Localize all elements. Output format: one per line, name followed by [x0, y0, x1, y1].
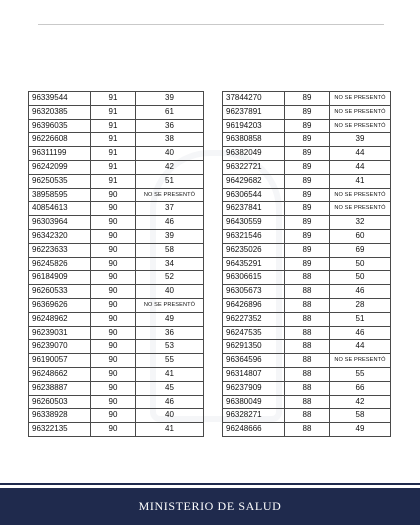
table-row — [29, 312, 204, 326]
dni-cell: 96306615 — [223, 271, 285, 285]
dni-cell: 96328271 — [223, 409, 285, 423]
score-cell: 89 — [285, 257, 330, 271]
score-cell: 88 — [285, 395, 330, 409]
result-cell: 69 — [330, 243, 391, 257]
score-cell: 89 — [285, 202, 330, 216]
score-cell: 88 — [285, 298, 330, 312]
table-row — [29, 354, 204, 368]
result-cell: NO SE PRESENTÓ — [136, 188, 204, 202]
score-cell: 88 — [285, 367, 330, 381]
table-row — [29, 271, 204, 285]
table-row — [29, 423, 204, 437]
score-cell: 90 — [91, 423, 136, 437]
table-row — [29, 340, 204, 354]
table-row — [223, 202, 391, 216]
dni-cell: 96303964 — [29, 216, 91, 230]
table-row — [223, 174, 391, 188]
result-cell: 28 — [330, 298, 391, 312]
table-row — [29, 298, 204, 312]
score-cell: 88 — [285, 354, 330, 368]
footer-banner — [0, 488, 420, 525]
score-cell: 90 — [91, 216, 136, 230]
table-row — [223, 271, 391, 285]
table-row — [29, 229, 204, 243]
score-cell: 91 — [91, 160, 136, 174]
table-row — [29, 326, 204, 340]
table-row — [223, 133, 391, 147]
result-cell: 50 — [330, 257, 391, 271]
score-cell: 88 — [285, 271, 330, 285]
result-cell: 41 — [136, 423, 204, 437]
dni-cell: 96426896 — [223, 298, 285, 312]
dni-cell: 38958595 — [29, 188, 91, 202]
score-cell: 91 — [91, 133, 136, 147]
result-cell: NO SE PRESENTÓ — [330, 354, 391, 368]
table-row — [29, 409, 204, 423]
dni-cell: 96382049 — [223, 147, 285, 161]
dni-cell: 96184909 — [29, 271, 91, 285]
result-cell: 46 — [330, 285, 391, 299]
dni-cell: 96250535 — [29, 174, 91, 188]
result-cell: 41 — [136, 367, 204, 381]
score-cell: 90 — [91, 188, 136, 202]
result-cell: 42 — [330, 395, 391, 409]
dni-cell: 96227352 — [223, 312, 285, 326]
dni-cell: 96339544 — [29, 92, 91, 106]
result-cell: 40 — [136, 409, 204, 423]
dni-cell: 96435291 — [223, 257, 285, 271]
score-cell: 89 — [285, 229, 330, 243]
dni-cell: 96235026 — [223, 243, 285, 257]
dni-cell: 96223633 — [29, 243, 91, 257]
score-cell: 88 — [285, 326, 330, 340]
table-row — [223, 257, 391, 271]
result-cell: 37 — [136, 202, 204, 216]
dni-cell: 40854613 — [29, 202, 91, 216]
result-cell: 44 — [330, 160, 391, 174]
score-cell: 88 — [285, 423, 330, 437]
table-row — [29, 285, 204, 299]
score-cell: 89 — [285, 147, 330, 161]
table-row — [29, 133, 204, 147]
table-row — [29, 147, 204, 161]
score-cell: 90 — [91, 202, 136, 216]
score-cell: 88 — [285, 409, 330, 423]
dni-cell: 96239031 — [29, 326, 91, 340]
result-cell: 46 — [330, 326, 391, 340]
score-cell: 90 — [91, 298, 136, 312]
dni-cell: 96314807 — [223, 367, 285, 381]
score-cell: 90 — [91, 243, 136, 257]
result-cell: 49 — [136, 312, 204, 326]
top-divider — [38, 24, 384, 25]
result-cell: 41 — [330, 174, 391, 188]
table-row — [29, 92, 204, 106]
result-cell: 45 — [136, 381, 204, 395]
result-cell: 55 — [136, 354, 204, 368]
score-cell: 89 — [285, 174, 330, 188]
table-row — [223, 216, 391, 230]
table-row — [223, 326, 391, 340]
dni-cell: 96311199 — [29, 147, 91, 161]
table-row — [223, 92, 391, 106]
dni-cell: 96238887 — [29, 381, 91, 395]
results-table-left — [28, 91, 204, 437]
result-cell: 39 — [136, 229, 204, 243]
result-cell: 61 — [136, 105, 204, 119]
result-cell: 40 — [136, 285, 204, 299]
result-cell: 53 — [136, 340, 204, 354]
dni-cell: 96226608 — [29, 133, 91, 147]
result-cell: NO SE PRESENTÓ — [330, 92, 391, 106]
score-cell: 88 — [285, 340, 330, 354]
score-cell: 90 — [91, 285, 136, 299]
result-cell: 66 — [330, 381, 391, 395]
score-cell: 88 — [285, 381, 330, 395]
table-row — [223, 229, 391, 243]
dni-cell: 96396035 — [29, 119, 91, 133]
result-cell: 34 — [136, 257, 204, 271]
score-cell: 90 — [91, 326, 136, 340]
dni-cell: 96429682 — [223, 174, 285, 188]
dni-cell: 96322721 — [223, 160, 285, 174]
table-row — [223, 395, 391, 409]
score-cell: 89 — [285, 188, 330, 202]
dni-cell: 96194203 — [223, 119, 285, 133]
table-row — [223, 381, 391, 395]
table-row — [29, 105, 204, 119]
table-row — [223, 298, 391, 312]
table-row — [223, 285, 391, 299]
table-row — [223, 423, 391, 437]
result-cell: 58 — [330, 409, 391, 423]
score-cell: 89 — [285, 119, 330, 133]
score-cell: 90 — [91, 367, 136, 381]
result-cell: 39 — [330, 133, 391, 147]
table-row — [29, 188, 204, 202]
dni-cell: 96306544 — [223, 188, 285, 202]
table-row — [29, 216, 204, 230]
dni-cell: 96322135 — [29, 423, 91, 437]
score-cell: 89 — [285, 243, 330, 257]
score-cell: 89 — [285, 133, 330, 147]
score-cell: 91 — [91, 147, 136, 161]
table-row — [29, 381, 204, 395]
table-row — [223, 367, 391, 381]
dni-cell: 96248662 — [29, 367, 91, 381]
result-cell: 32 — [330, 216, 391, 230]
score-cell: 90 — [91, 312, 136, 326]
score-cell: 89 — [285, 160, 330, 174]
result-cell: 46 — [136, 395, 204, 409]
result-cell: NO SE PRESENTÓ — [136, 298, 204, 312]
table-row — [223, 340, 391, 354]
result-cell: 49 — [330, 423, 391, 437]
dni-cell: 96380858 — [223, 133, 285, 147]
result-cell: 44 — [330, 147, 391, 161]
dni-cell: 96321546 — [223, 229, 285, 243]
dni-cell: 96248666 — [223, 423, 285, 437]
result-cell: 58 — [136, 243, 204, 257]
score-cell: 90 — [91, 395, 136, 409]
score-cell: 88 — [285, 312, 330, 326]
dni-cell: 96369626 — [29, 298, 91, 312]
dni-cell: 96247535 — [223, 326, 285, 340]
dni-cell: 96248962 — [29, 312, 91, 326]
score-cell: 91 — [91, 119, 136, 133]
score-cell: 89 — [285, 216, 330, 230]
dni-cell: 96305673 — [223, 285, 285, 299]
score-cell: 90 — [91, 340, 136, 354]
result-cell: 42 — [136, 160, 204, 174]
result-cell: 39 — [136, 92, 204, 106]
result-cell: 38 — [136, 133, 204, 147]
dni-cell: 96342320 — [29, 229, 91, 243]
result-cell: NO SE PRESENTÓ — [330, 119, 391, 133]
result-cell: 44 — [330, 340, 391, 354]
result-cell: 36 — [136, 119, 204, 133]
score-cell: 90 — [91, 229, 136, 243]
result-cell: 40 — [136, 147, 204, 161]
score-cell: 90 — [91, 381, 136, 395]
dni-cell: 96237909 — [223, 381, 285, 395]
table-row — [29, 257, 204, 271]
table-row — [29, 367, 204, 381]
score-cell: 90 — [91, 257, 136, 271]
result-cell: 46 — [136, 216, 204, 230]
table-row — [223, 243, 391, 257]
table-row — [223, 312, 391, 326]
footer-title: MINISTERIO DE SALUD — [138, 499, 282, 513]
table-row — [29, 202, 204, 216]
result-cell: NO SE PRESENTÓ — [330, 105, 391, 119]
score-cell: 90 — [91, 409, 136, 423]
table-row — [223, 409, 391, 423]
table-row — [223, 105, 391, 119]
dni-cell: 96237891 — [223, 105, 285, 119]
score-cell: 91 — [91, 174, 136, 188]
table-row — [29, 160, 204, 174]
score-cell: 90 — [91, 271, 136, 285]
result-cell: NO SE PRESENTÓ — [330, 202, 391, 216]
dni-cell: 96242099 — [29, 160, 91, 174]
result-cell: 52 — [136, 271, 204, 285]
table-row — [29, 243, 204, 257]
dni-cell: 96260533 — [29, 285, 91, 299]
dni-cell: 96291350 — [223, 340, 285, 354]
score-cell: 88 — [285, 285, 330, 299]
result-cell: 60 — [330, 229, 391, 243]
table-row — [223, 188, 391, 202]
results-table-right — [222, 91, 391, 437]
result-cell: 51 — [330, 312, 391, 326]
table-row — [223, 147, 391, 161]
dni-cell: 96338928 — [29, 409, 91, 423]
dni-cell: 96320385 — [29, 105, 91, 119]
dni-cell: 96190057 — [29, 354, 91, 368]
dni-cell: 96380049 — [223, 395, 285, 409]
table-row — [29, 395, 204, 409]
table-row — [223, 119, 391, 133]
dni-cell: 96364596 — [223, 354, 285, 368]
table-row — [29, 119, 204, 133]
score-cell: 91 — [91, 105, 136, 119]
dni-cell: 96239070 — [29, 340, 91, 354]
result-cell: 36 — [136, 326, 204, 340]
table-row — [29, 174, 204, 188]
dni-cell: 96237841 — [223, 202, 285, 216]
dni-cell: 96430559 — [223, 216, 285, 230]
result-cell: 51 — [136, 174, 204, 188]
score-cell: 90 — [91, 354, 136, 368]
table-row — [223, 354, 391, 368]
score-cell: 91 — [91, 92, 136, 106]
dni-cell: 96260503 — [29, 395, 91, 409]
dni-cell: 96245826 — [29, 257, 91, 271]
result-cell: 50 — [330, 271, 391, 285]
result-cell: 55 — [330, 367, 391, 381]
dni-cell: 37844270 — [223, 92, 285, 106]
result-cell: NO SE PRESENTÓ — [330, 188, 391, 202]
table-row — [223, 160, 391, 174]
score-cell: 89 — [285, 92, 330, 106]
score-cell: 89 — [285, 105, 330, 119]
